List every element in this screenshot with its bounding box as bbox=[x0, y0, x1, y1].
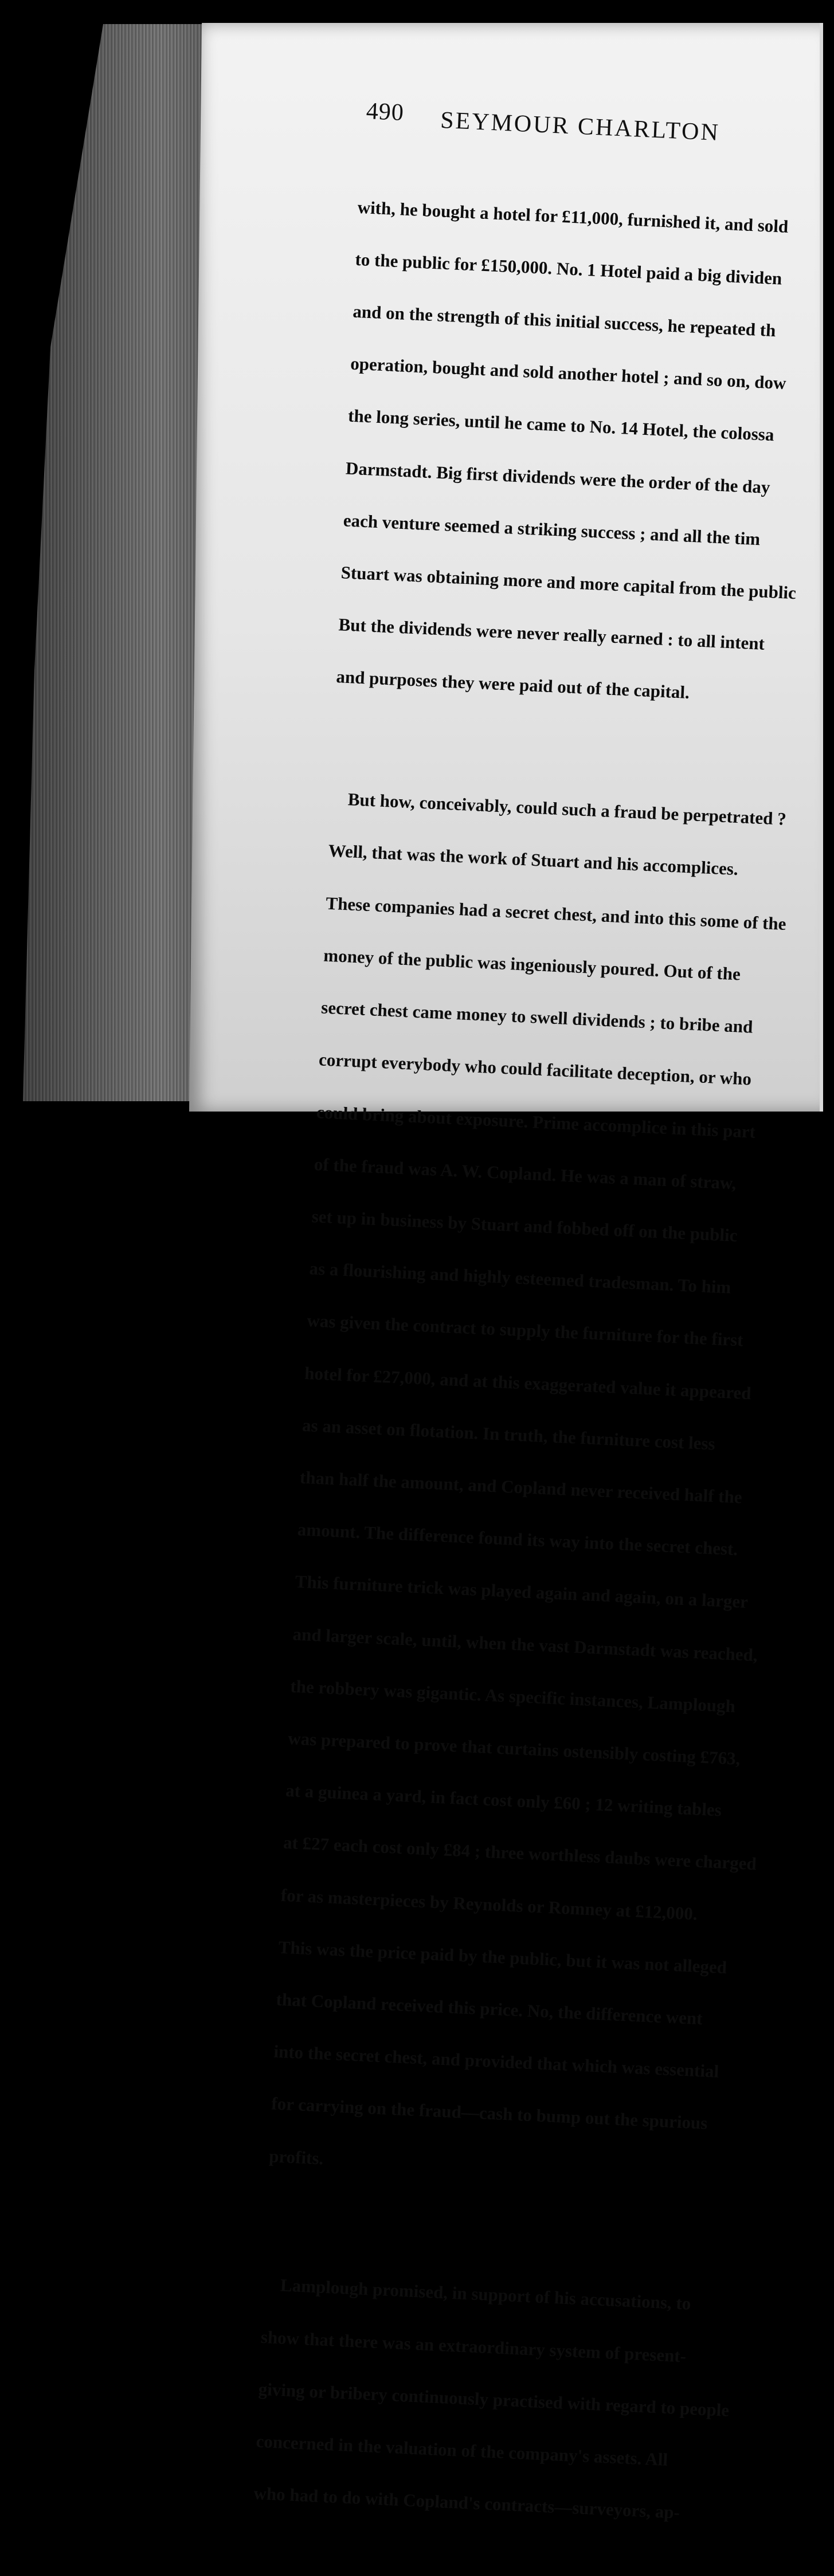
text-line: each venture seemed a striking success ; and all the tim bbox=[343, 510, 761, 549]
text-line: and larger scale, until, when the vast Darmstadt was reached, bbox=[292, 1623, 758, 1665]
text-line: and purposes they were paid out of the capital. bbox=[335, 666, 690, 703]
text-line: the long series, until he came to No. 14 Hotel, the colossa bbox=[347, 405, 775, 445]
text-line: hotel for £27,000, and at this exaggerated value it appeared bbox=[304, 1362, 752, 1403]
text-line: who had to do with Copland's contracts—surveyors, ap- bbox=[253, 2483, 680, 2523]
text-line: at a guinea a yard, in fact cost only £60 ; 12 writing tables bbox=[285, 1780, 722, 1820]
text-line: show that there was an extraordinary system of present- bbox=[260, 2326, 687, 2366]
text-line: money of the public was ingeniously poured. Out of the bbox=[323, 945, 741, 984]
text-line: for carrying on the fraud—cash to bump out the spurious bbox=[271, 2093, 708, 2134]
text-line: was given the contract to supply the furniture for the first bbox=[306, 1310, 744, 1350]
text-line: secret chest came money to swell dividends ; to bribe and bbox=[320, 997, 754, 1037]
text-line: that Copland received this price. No, the difference went bbox=[275, 1989, 703, 2029]
text-line: amount. The difference found its way into the secret chest. bbox=[297, 1519, 738, 1560]
text-line: But the dividends were never really earned : to all intent bbox=[338, 614, 765, 654]
running-head: SEYMOUR CHARLTON bbox=[440, 107, 721, 146]
text-line: of the fraud was A. W. Copland. He was a man of straw, bbox=[314, 1153, 737, 1193]
text-line: and on the strength of this initial success, he repeated th bbox=[352, 301, 777, 341]
text-line: Well, that was the work of Stuart and his accomplices. bbox=[328, 841, 739, 879]
page-number: 490 bbox=[365, 97, 405, 126]
text-line: to the public for £150,000. No. 1 Hotel paid a big dividen bbox=[354, 249, 782, 289]
text-line: could bring about exposure. Prime accomplice in this part bbox=[316, 1101, 756, 1142]
page-right-edge bbox=[820, 23, 823, 1112]
text-line: This was the price paid by the public, but it was not alleged bbox=[278, 1937, 727, 1977]
paragraph-2 bbox=[267, 755, 785, 2220]
text-line: profits. bbox=[268, 2145, 324, 2169]
text-line: operation, bought and sold another hotel ; and so on, dow bbox=[350, 353, 787, 394]
paragraph-3 bbox=[252, 2241, 730, 2558]
text-line: set up in business by Stuart and fobbed off on the public bbox=[311, 1205, 738, 1246]
text-line: for as masterpieces by Reynolds or Romney at £12,000. bbox=[280, 1884, 698, 1924]
text-line: These companies had a secret chest, and into this some of the bbox=[325, 893, 787, 934]
text-line: Stuart was obtaining more and more capital from the public bbox=[340, 562, 797, 603]
paragraph-1 bbox=[334, 164, 812, 741]
text-line: as an asset on flotation. In truth, the furniture cost less bbox=[302, 1415, 716, 1454]
text-line: This furniture trick was played again and again, on a larger bbox=[295, 1571, 749, 1612]
text-line: with, he bought a hotel for £11,000, furnished it, and sold bbox=[357, 197, 789, 237]
text-line: Darmstadt. Big first dividends were the order of the day bbox=[345, 458, 771, 497]
text-line: was prepared to prove that curtains ostensibly costing £763, bbox=[287, 1728, 741, 1769]
text-line: as a flourishing and highly esteemed tradesman. To him bbox=[308, 1258, 732, 1298]
text-line: than half the amount, and Copland never received half the bbox=[299, 1467, 743, 1507]
text-line: giving or bribery continuously practised with regard to people bbox=[258, 2378, 730, 2421]
text-line: the robbery was gigantic. As specific instances, Lamplough bbox=[289, 1675, 736, 1717]
text-line: corrupt everybody who could facilitate deception, or who bbox=[318, 1049, 752, 1089]
text-line: at £27 each cost only £84 ; three worthless daubs were charged bbox=[283, 1832, 757, 1874]
text-line: But how, conceivably, could such a fraud be perpetrated ? bbox=[347, 789, 787, 830]
text-line: into the secret chest, and provided that which was essential bbox=[273, 2041, 719, 2082]
text-line: concerned in the valuation of the company's assets. All bbox=[255, 2430, 668, 2470]
text-line: Lamplough promised, in support of his accusations, to bbox=[280, 2275, 692, 2314]
